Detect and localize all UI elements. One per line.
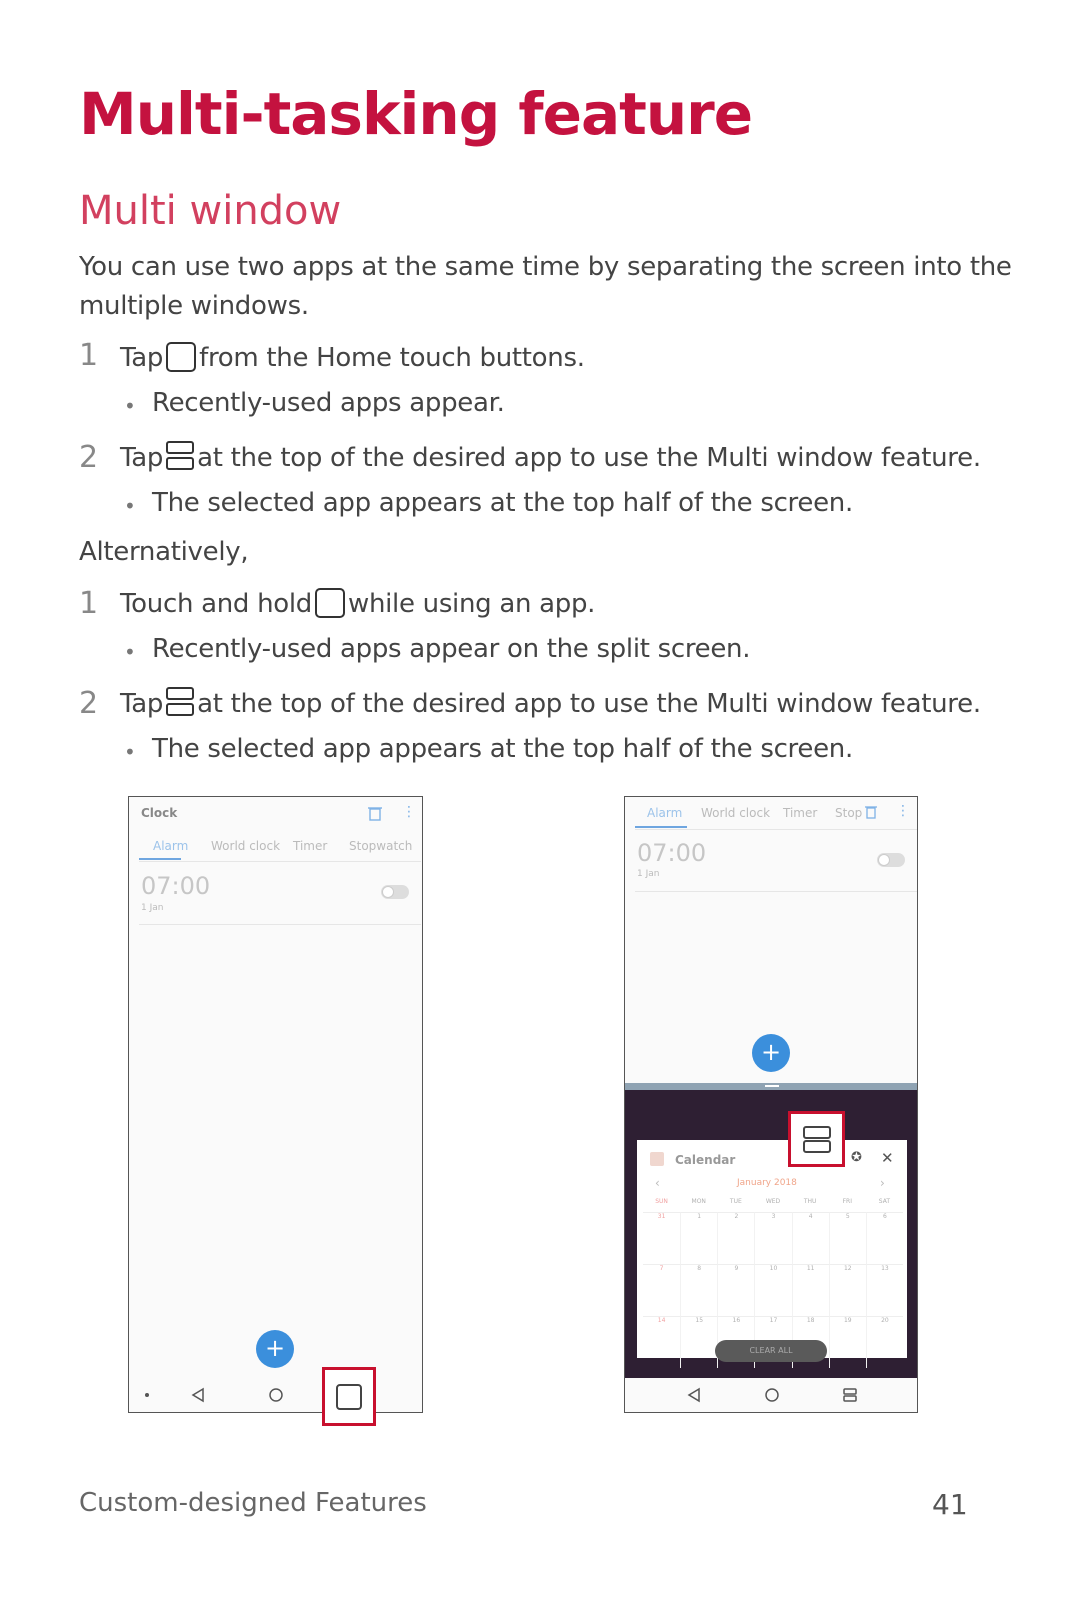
recent-apps-panel	[625, 1090, 918, 1378]
calendar-day[interactable]: 12	[829, 1264, 866, 1316]
tab-stopwatch[interactable]: Stopwatch	[349, 839, 413, 853]
tab-alarm[interactable]: Alarm	[153, 839, 189, 853]
calendar-day[interactable]: 1	[680, 1212, 717, 1264]
alarm-time: 07:00	[141, 872, 211, 900]
notification-dot-icon	[145, 1393, 149, 1397]
tab-timer[interactable]: Timer	[783, 806, 818, 820]
split-screen-icon[interactable]	[803, 1125, 831, 1153]
page-number: 41	[932, 1488, 968, 1521]
calendar-day[interactable]: 3	[754, 1212, 791, 1264]
step-number: 1	[79, 338, 99, 373]
split-divider-handle[interactable]	[625, 1083, 918, 1090]
bullet: •	[124, 740, 136, 764]
step-bullet-text: Recently-used apps appear.	[152, 388, 505, 418]
calendar-day[interactable]: 17	[754, 1316, 791, 1368]
add-alarm-button[interactable]: +	[256, 1330, 294, 1368]
more-options-icon[interactable]: ⋮	[896, 803, 910, 819]
step-number: 2	[79, 686, 99, 721]
step-bullet-text: Recently-used apps appear on the split screen.	[152, 634, 751, 664]
calendar-month: January 2018	[737, 1178, 797, 1188]
alarm-toggle[interactable]	[877, 853, 905, 867]
divider	[139, 924, 421, 925]
step-number: 1	[79, 586, 99, 621]
tab-alarm[interactable]: Alarm	[647, 806, 683, 820]
calendar-weekday: THU	[803, 1198, 817, 1205]
calendar-day[interactable]: 7	[643, 1264, 680, 1316]
step-text-post: from the Home touch buttons.	[199, 343, 585, 373]
split-screen-icon[interactable]	[842, 1387, 858, 1403]
tab-world-clock[interactable]: World clock	[701, 806, 771, 820]
calendar-day[interactable]: 11	[792, 1264, 829, 1316]
step-text	[120, 339, 585, 378]
step-text-pre: Tap	[120, 689, 164, 719]
trash-icon[interactable]	[864, 805, 878, 819]
tab-indicator	[635, 826, 687, 828]
intro-line-2: multiple windows.	[79, 291, 309, 321]
step-text-pre: Tap	[120, 343, 164, 373]
section-heading: Multi window	[79, 188, 342, 234]
calendar-day[interactable]: 15	[680, 1316, 717, 1368]
tab-world-clock[interactable]: World clock	[211, 839, 281, 853]
chevron-left-icon[interactable]: ‹	[655, 1176, 660, 1190]
footer-label: Custom-designed Features	[79, 1488, 427, 1518]
clear-all-button[interactable]: CLEAR ALL	[715, 1340, 827, 1362]
tab-stopwatch[interactable]: Stop	[835, 806, 863, 820]
step-text-post: at the top of the desired app to use the Multi window feature.	[197, 443, 981, 473]
calendar-day[interactable]: 6	[866, 1212, 903, 1264]
calendar-day[interactable]: 8	[680, 1264, 717, 1316]
step-text	[120, 585, 595, 624]
bullet: •	[124, 640, 136, 664]
divider	[635, 829, 917, 830]
calendar-grid	[643, 1198, 903, 1348]
tab-indicator	[139, 858, 181, 860]
calendar-day[interactable]: 14	[643, 1316, 680, 1368]
step-bullet-text: The selected app appears at the top half of the screen.	[152, 488, 853, 518]
split-screen-icon	[166, 686, 194, 718]
recent-apps-highlight	[322, 1367, 376, 1426]
calendar-day[interactable]: 9	[717, 1264, 754, 1316]
recent-apps-icon[interactable]	[336, 1384, 362, 1410]
alarm-date: 1 Jan	[141, 903, 164, 913]
trash-icon[interactable]	[367, 805, 383, 821]
calendar-day[interactable]: 16	[717, 1316, 754, 1368]
alarm-time: 07:00	[637, 839, 707, 867]
close-icon[interactable]: ✕	[881, 1149, 894, 1167]
calendar-day[interactable]: 2	[717, 1212, 754, 1264]
screenshot-split	[624, 796, 918, 1413]
alarm-date: 1 Jan	[637, 869, 660, 879]
home-icon[interactable]	[764, 1387, 780, 1403]
step-number: 2	[79, 440, 99, 475]
calendar-weekday: SUN	[655, 1198, 668, 1205]
tab-timer[interactable]: Timer	[293, 839, 328, 853]
step-text-pre: Touch and hold	[120, 589, 312, 619]
more-options-icon[interactable]: ⋮	[402, 804, 416, 820]
step-text	[120, 439, 981, 478]
back-icon[interactable]	[190, 1387, 206, 1403]
calendar-weekday: FRI	[842, 1198, 852, 1205]
calendar-weekday: SAT	[878, 1198, 891, 1205]
divider	[635, 891, 917, 892]
calendar-day[interactable]: 18	[792, 1316, 829, 1368]
calendar-day[interactable]: 13	[866, 1264, 903, 1316]
step-text-pre: Tap	[120, 443, 164, 473]
chevron-right-icon[interactable]: ›	[880, 1176, 885, 1190]
calendar-weekday: TUE	[729, 1198, 742, 1205]
split-screen-highlight	[788, 1111, 845, 1167]
intro-line-1: You can use two apps at the same time by separating the screen into the	[79, 252, 1012, 282]
calendar-day[interactable]: 4	[792, 1212, 829, 1264]
screenshot-clock	[128, 796, 423, 1413]
step-bullet-text: The selected app appears at the top half of the screen.	[152, 734, 853, 764]
calendar-day[interactable]: 5	[829, 1212, 866, 1264]
calendar-day[interactable]: 20	[866, 1316, 903, 1368]
calendar-weekday: MON	[691, 1198, 706, 1205]
divider	[139, 861, 421, 862]
app-title: Clock	[141, 806, 178, 820]
page-title: Multi-tasking feature	[79, 80, 753, 148]
split-screen-icon	[166, 440, 194, 472]
alarm-toggle[interactable]	[381, 885, 409, 899]
pin-icon[interactable]: ✪	[851, 1150, 862, 1165]
add-alarm-button[interactable]: +	[752, 1034, 790, 1072]
home-icon[interactable]	[268, 1387, 284, 1403]
recent-apps-icon	[315, 588, 345, 618]
calendar-day[interactable]: 31	[643, 1212, 680, 1264]
recent-apps-icon	[166, 342, 196, 372]
calendar-app-icon	[650, 1152, 664, 1166]
calendar-app-title: Calendar	[675, 1153, 736, 1167]
calendar-weekday: WED	[765, 1198, 781, 1205]
step-text-post: while using an app.	[347, 589, 596, 619]
bullet: •	[124, 394, 136, 418]
alternatively-label: Alternatively,	[79, 537, 249, 567]
calendar-day[interactable]: 19	[829, 1316, 866, 1368]
calendar-day[interactable]: 10	[754, 1264, 791, 1316]
back-icon[interactable]	[686, 1387, 702, 1403]
step-text-post: at the top of the desired app to use the Multi window feature.	[197, 689, 981, 719]
step-text	[120, 685, 981, 724]
bullet: •	[124, 494, 136, 518]
calendar-card[interactable]	[637, 1140, 907, 1358]
